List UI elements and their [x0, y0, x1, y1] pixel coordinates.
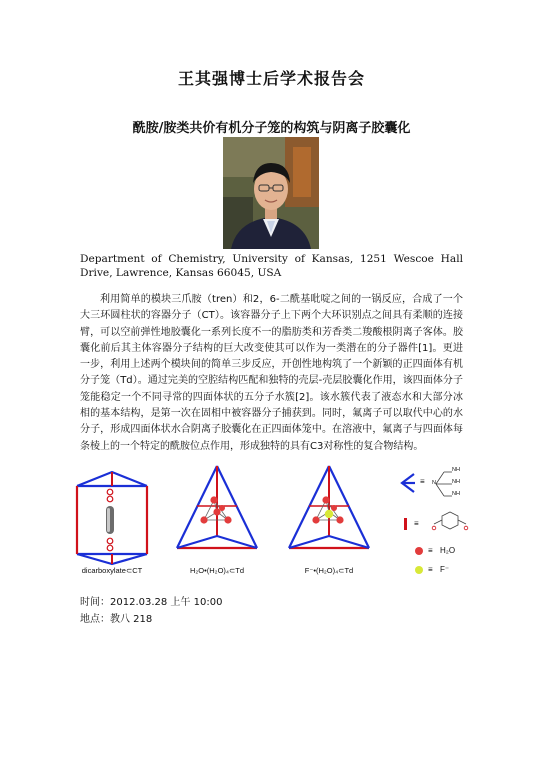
talk-location: 地点：教八 218	[80, 614, 153, 625]
equiv-sign-4: ≡	[428, 565, 433, 574]
red-bar-symbol	[404, 518, 407, 530]
figure-caption-3: F⁻•(H₂O)₄⊂Td	[304, 566, 354, 575]
page-title: 王其强博士后学术报告会	[177, 69, 365, 88]
blue-node-symbol	[400, 472, 416, 494]
fluoride-legend-label: F⁻	[440, 565, 450, 574]
pyridine-diamide-structure-icon	[426, 510, 470, 534]
tetrahedral-cage-fluoride-diagram	[284, 462, 374, 562]
equiv-sign-3: ≡	[428, 546, 433, 555]
water-legend-label: H₂O	[440, 546, 456, 555]
affiliation: Department of Chemistry, University of Kansas, 1251 Wescoe Hall Drive, Lawrence, Kansas 66045, USA	[80, 253, 463, 279]
figure-caption-1: dicarboxylate⊂CT	[81, 566, 143, 575]
figure-caption-2: H₂O•(H₂O)₄⊂Td	[189, 566, 245, 575]
tren-label-nh-3: NH	[452, 491, 460, 497]
tren-label-n: N	[432, 480, 436, 486]
cylinder-cage-diagram	[72, 468, 152, 568]
equiv-sign-1: ≡	[420, 477, 425, 486]
tren-label-nh-1: NH	[452, 467, 460, 473]
talk-title: 酰胺/胺类共价有机分子笼的构筑与阴离子胶囊化	[132, 121, 411, 136]
water-ball-symbol	[414, 546, 424, 556]
fluoride-ball-symbol	[414, 565, 424, 575]
abstract	[80, 292, 463, 455]
tren-label-nh-2: NH	[452, 479, 460, 485]
talk-time: 时间：2012.03.28 上午 10:00	[80, 597, 223, 608]
equiv-sign-2: ≡	[414, 519, 419, 528]
tetrahedral-cage-water-diagram	[172, 462, 262, 562]
figure-panel	[72, 462, 472, 580]
abstract-text: 利用简单的模块三爪胺（tren）和2，6-二酰基吡啶之间的一锅反应，合成了一个大三环圆柱状的容器分子（CT）。该容器分子上下两个大环识别点之间具有柔顺的连接臂，可以空前弹性地胶囊化一系列长度不一的脂肪类和芳香类二羧酸根阴离子客体。胶囊化前后其主体容器分子结构的巨大改变使其可以作为一类潜在的分子器件[1]。更进一步，利用上述两个模块间的简单三步反应，开创性地构筑了一个新颖的正四面体有机分子笼（Td）。通过完美的空腔结构匹配和独特的壳层-壳层胶囊化作用，该四面体分子笼能稳定一个不同寻常的四面体状的五分子水簇[2]。该水簇代表了液态水和大部分冰相的基本结构，是第一次在固相中被容器分子捕获到。同时，氟离子可以取代中心的水分子，形成四面体状水合阴离子胶囊化在正四面体笼中。在溶液中，氟离子与四面体每条棱上的一个特定的酰胺位点作用，形成独特的具有C3对称性的复合物结构。	[80, 294, 463, 452]
figure-legend	[400, 466, 480, 578]
speaker-photo	[223, 137, 319, 249]
